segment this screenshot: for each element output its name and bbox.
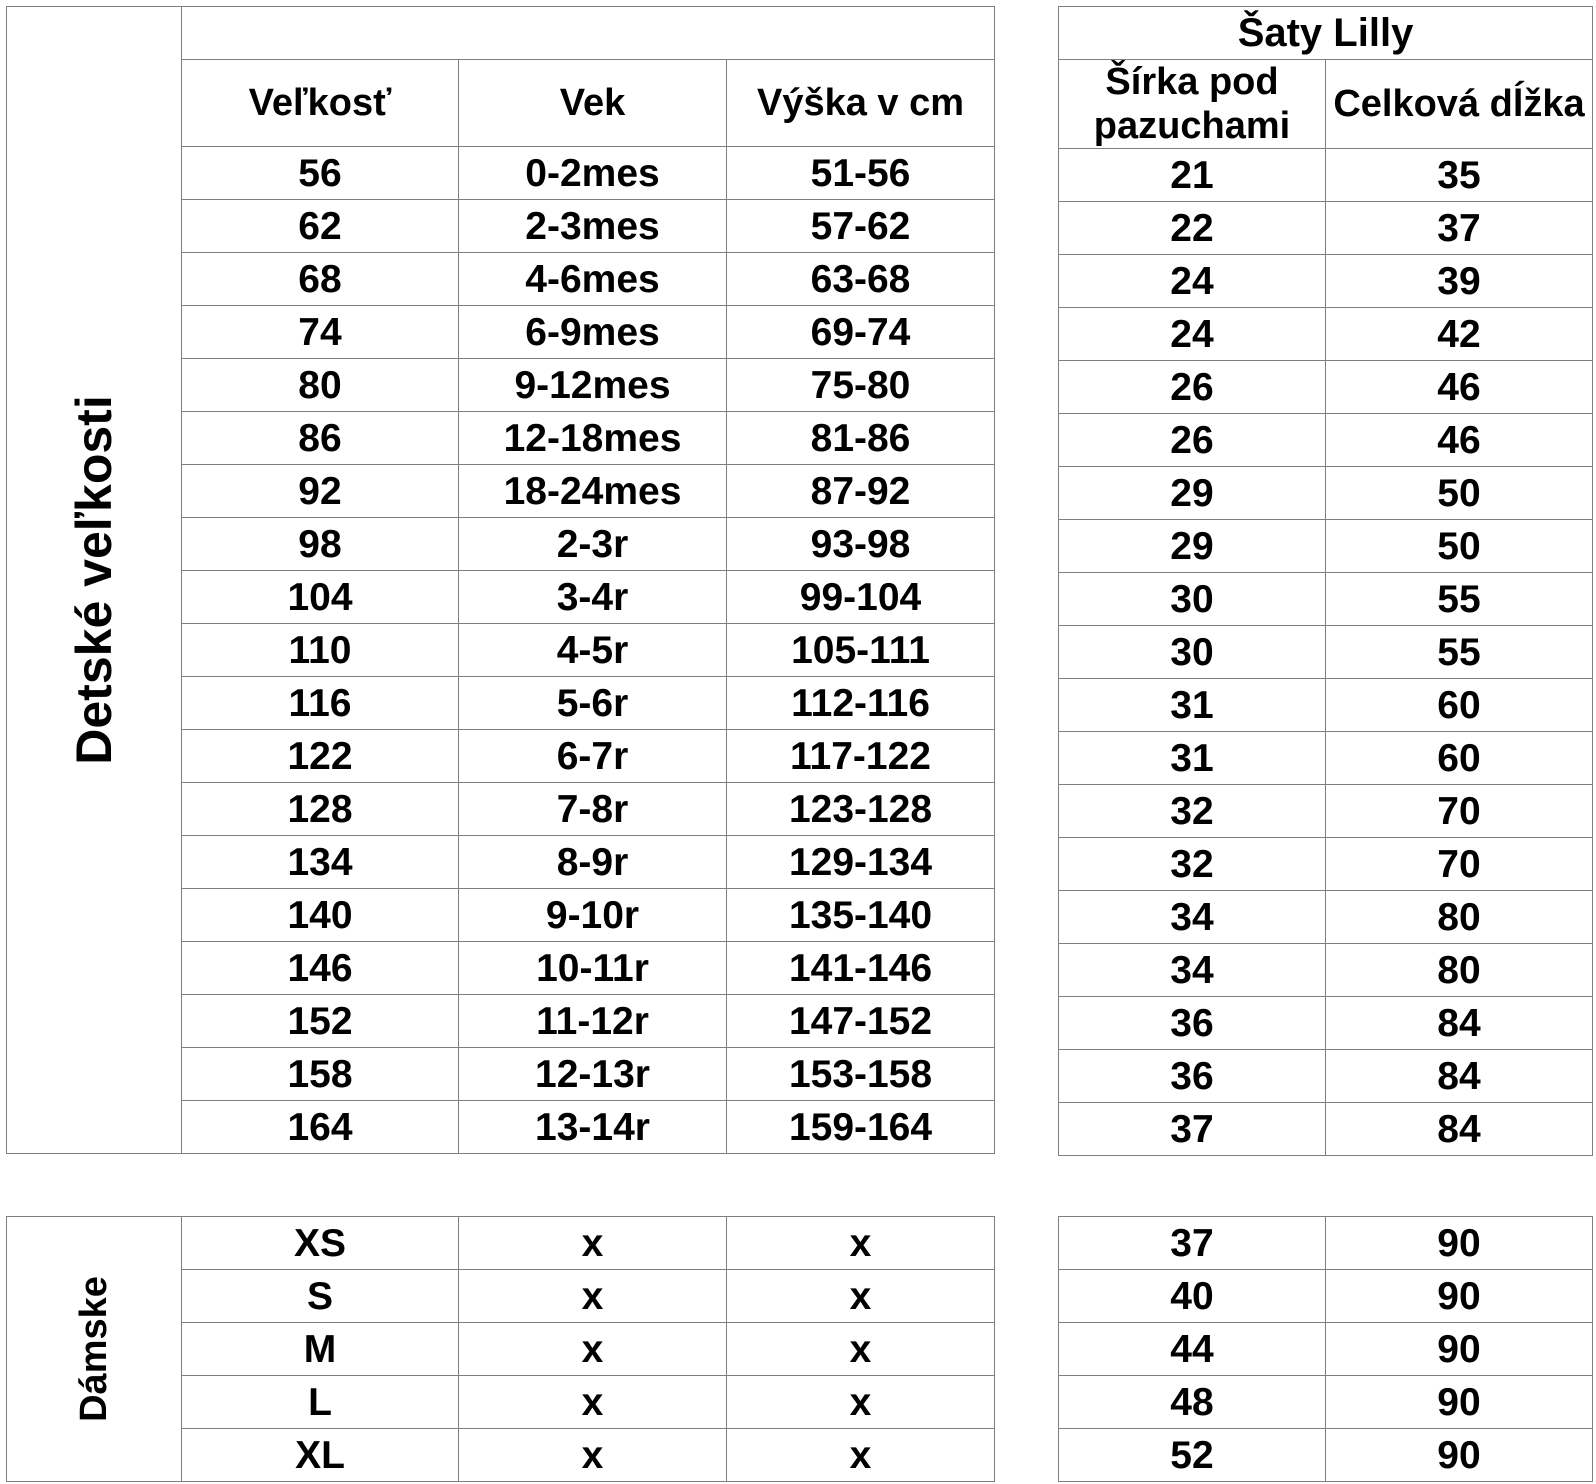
age-cell: x: [459, 1217, 727, 1270]
height-cell: x: [727, 1376, 995, 1429]
header-height: Výška v cm: [727, 60, 995, 147]
width-cell: 37: [1059, 1103, 1326, 1156]
width-cell: 44: [1059, 1323, 1326, 1376]
length-cell: 84: [1326, 1103, 1593, 1156]
age-cell: 0-2mes: [459, 147, 727, 200]
length-cell: 84: [1326, 1050, 1593, 1103]
table-row: [1059, 997, 1593, 1050]
age-cell: 5-6r: [459, 677, 727, 730]
table-row: [1059, 785, 1593, 838]
size-cell: 74: [182, 306, 459, 359]
kids-blank-header: [182, 7, 995, 60]
width-cell: 40: [1059, 1270, 1326, 1323]
age-cell: 8-9r: [459, 836, 727, 889]
size-cell: M: [182, 1323, 459, 1376]
length-cell: 46: [1326, 414, 1593, 467]
kids-side-label: Detské veľkosti: [66, 395, 122, 765]
kids-side-label-cell: [7, 7, 182, 1154]
table-row: [1059, 467, 1593, 520]
width-cell: 36: [1059, 997, 1326, 1050]
table-row: [1059, 414, 1593, 467]
length-cell: 55: [1326, 573, 1593, 626]
height-cell: 159-164: [727, 1101, 995, 1154]
height-cell: 63-68: [727, 253, 995, 306]
table-row: [1059, 838, 1593, 891]
size-cell: 110: [182, 624, 459, 677]
table-row: [1059, 149, 1593, 202]
size-cell: 116: [182, 677, 459, 730]
age-cell: 12-13r: [459, 1048, 727, 1101]
size-cell: S: [182, 1270, 459, 1323]
length-cell: 39: [1326, 255, 1593, 308]
age-cell: 4-5r: [459, 624, 727, 677]
age-cell: 6-9mes: [459, 306, 727, 359]
length-cell: 80: [1326, 944, 1593, 997]
length-cell: 70: [1326, 838, 1593, 891]
table-row: [1059, 1103, 1593, 1156]
header-total-length: Celková dĺžka: [1326, 60, 1593, 149]
table-row: [1059, 944, 1593, 997]
height-cell: x: [727, 1217, 995, 1270]
age-cell: 2-3mes: [459, 200, 727, 253]
size-cell: L: [182, 1376, 459, 1429]
size-cell: 62: [182, 200, 459, 253]
length-cell: 90: [1326, 1323, 1593, 1376]
length-cell: 90: [1326, 1376, 1593, 1429]
table-row: [1059, 679, 1593, 732]
height-cell: 69-74: [727, 306, 995, 359]
length-cell: 35: [1326, 149, 1593, 202]
height-cell: 112-116: [727, 677, 995, 730]
table-row: [1059, 1217, 1593, 1270]
kids-size-table: [6, 6, 995, 1154]
age-cell: 9-12mes: [459, 359, 727, 412]
table-row: [1059, 573, 1593, 626]
women-size-table: [6, 1216, 995, 1482]
width-cell: 29: [1059, 520, 1326, 573]
length-cell: 90: [1326, 1270, 1593, 1323]
age-cell: 9-10r: [459, 889, 727, 942]
size-cell: 86: [182, 412, 459, 465]
age-cell: 12-18mes: [459, 412, 727, 465]
length-cell: 50: [1326, 467, 1593, 520]
height-cell: 129-134: [727, 836, 995, 889]
height-cell: 147-152: [727, 995, 995, 1048]
width-cell: 31: [1059, 732, 1326, 785]
size-cell: 146: [182, 942, 459, 995]
width-cell: 32: [1059, 838, 1326, 891]
width-cell: 34: [1059, 891, 1326, 944]
age-cell: 6-7r: [459, 730, 727, 783]
width-cell: 30: [1059, 626, 1326, 679]
table-row: [7, 1217, 995, 1270]
size-cell: 68: [182, 253, 459, 306]
size-cell: 56: [182, 147, 459, 200]
length-cell: 55: [1326, 626, 1593, 679]
header-width-under-arms: Šírka pod pazuchami: [1059, 60, 1326, 149]
length-cell: 60: [1326, 679, 1593, 732]
length-cell: 70: [1326, 785, 1593, 838]
height-cell: 51-56: [727, 147, 995, 200]
table-row: [1059, 202, 1593, 255]
age-cell: 13-14r: [459, 1101, 727, 1154]
length-cell: 42: [1326, 308, 1593, 361]
width-cell: 21: [1059, 149, 1326, 202]
height-cell: x: [727, 1323, 995, 1376]
height-cell: 87-92: [727, 465, 995, 518]
width-cell: 24: [1059, 255, 1326, 308]
age-cell: 4-6mes: [459, 253, 727, 306]
size-cell: 122: [182, 730, 459, 783]
length-cell: 50: [1326, 520, 1593, 573]
length-cell: 46: [1326, 361, 1593, 414]
table-row: [1059, 1429, 1593, 1482]
age-cell: x: [459, 1376, 727, 1429]
table-row: [1059, 732, 1593, 785]
length-cell: 37: [1326, 202, 1593, 255]
length-cell: 84: [1326, 997, 1593, 1050]
table-row: [1059, 1050, 1593, 1103]
size-cell: 140: [182, 889, 459, 942]
header-age: Vek: [459, 60, 727, 147]
height-cell: 123-128: [727, 783, 995, 836]
height-cell: 141-146: [727, 942, 995, 995]
width-cell: 26: [1059, 361, 1326, 414]
dress-measure-table: [1058, 6, 1593, 1156]
size-cell: 80: [182, 359, 459, 412]
width-cell: 52: [1059, 1429, 1326, 1482]
header-size: Veľkosť: [182, 60, 459, 147]
table-row: [1059, 308, 1593, 361]
size-cell: 92: [182, 465, 459, 518]
age-cell: 7-8r: [459, 783, 727, 836]
table-row: [1059, 891, 1593, 944]
height-cell: 153-158: [727, 1048, 995, 1101]
women-side-label-cell: [7, 1217, 182, 1482]
age-cell: x: [459, 1270, 727, 1323]
length-cell: 90: [1326, 1429, 1593, 1482]
size-cell: 98: [182, 518, 459, 571]
height-cell: 105-111: [727, 624, 995, 677]
width-cell: 48: [1059, 1376, 1326, 1429]
age-cell: x: [459, 1429, 727, 1482]
table-row: [1059, 1376, 1593, 1429]
size-cell: XL: [182, 1429, 459, 1482]
height-cell: 57-62: [727, 200, 995, 253]
width-cell: 30: [1059, 573, 1326, 626]
height-cell: x: [727, 1270, 995, 1323]
size-cell: 134: [182, 836, 459, 889]
height-cell: 99-104: [727, 571, 995, 624]
length-cell: 80: [1326, 891, 1593, 944]
table-row: [1059, 1270, 1593, 1323]
age-cell: 10-11r: [459, 942, 727, 995]
height-cell: 135-140: [727, 889, 995, 942]
width-cell: 29: [1059, 467, 1326, 520]
width-cell: 32: [1059, 785, 1326, 838]
height-cell: x: [727, 1429, 995, 1482]
length-cell: 90: [1326, 1217, 1593, 1270]
size-cell: XS: [182, 1217, 459, 1270]
size-cell: 164: [182, 1101, 459, 1154]
size-cell: 152: [182, 995, 459, 1048]
age-cell: 3-4r: [459, 571, 727, 624]
age-cell: 18-24mes: [459, 465, 727, 518]
width-cell: 34: [1059, 944, 1326, 997]
height-cell: 93-98: [727, 518, 995, 571]
age-cell: 2-3r: [459, 518, 727, 571]
width-cell: 36: [1059, 1050, 1326, 1103]
size-cell: 128: [182, 783, 459, 836]
width-cell: 37: [1059, 1217, 1326, 1270]
age-cell: x: [459, 1323, 727, 1376]
table-row: [1059, 1323, 1593, 1376]
width-cell: 24: [1059, 308, 1326, 361]
height-cell: 81-86: [727, 412, 995, 465]
table-row: [1059, 626, 1593, 679]
size-cell: 158: [182, 1048, 459, 1101]
dress-title: Šaty Lilly: [1059, 7, 1593, 60]
width-cell: 31: [1059, 679, 1326, 732]
table-row: [1059, 361, 1593, 414]
women-dress-measure-table: [1058, 1216, 1593, 1482]
women-side-label: Dámske: [73, 1276, 115, 1422]
height-cell: 117-122: [727, 730, 995, 783]
length-cell: 60: [1326, 732, 1593, 785]
height-cell: 75-80: [727, 359, 995, 412]
table-row: [1059, 520, 1593, 573]
width-cell: 22: [1059, 202, 1326, 255]
table-row: [1059, 255, 1593, 308]
width-cell: 26: [1059, 414, 1326, 467]
age-cell: 11-12r: [459, 995, 727, 1048]
size-cell: 104: [182, 571, 459, 624]
